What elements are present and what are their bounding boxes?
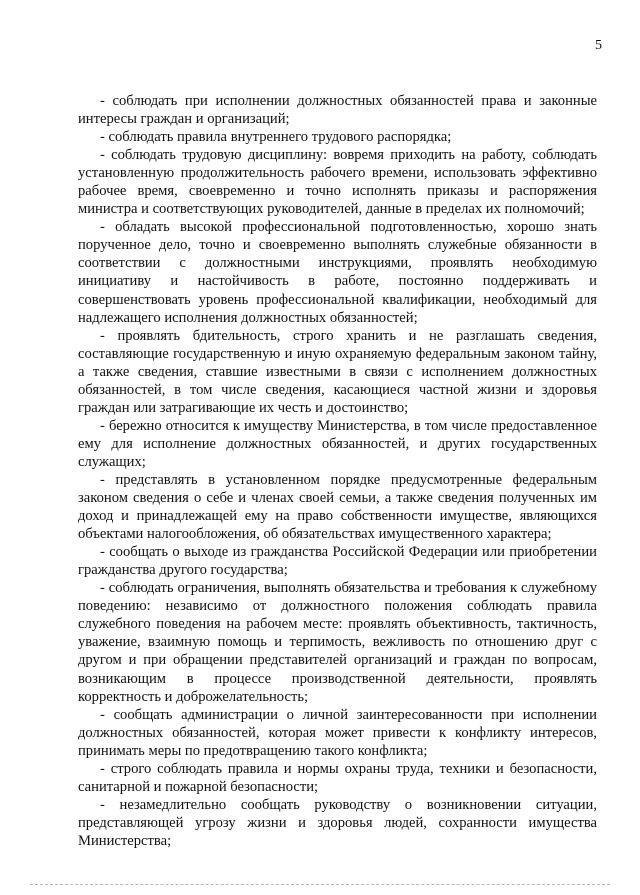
- duty-paragraph: - соблюдать при исполнении должностных обязанностей права и законные интересы граждан и организаций;: [78, 93, 597, 128]
- duty-paragraph: - незамедлительно сообщать руководству о возникновении ситуации, представляющей угрозу жизни и здоровья людей, сохранности имущества Министерства;: [78, 796, 597, 849]
- duty-paragraph: - представлять в установленном порядке предусмотренные федеральным законом сведения о себе и членах своей семьи, а также сведения полученных им доход и принадлежащей ему на право собственности имуществе, являющихся объектами налогообложения, об обязательствах имущественного характера;: [78, 471, 597, 543]
- scan-edge-line: [30, 884, 610, 885]
- page-number: 5: [595, 38, 602, 53]
- duty-paragraph: - сообщать администрации о личной заинтересованности при исполнении должностных обязанностей, которая может привести к конфликту интересов, принимать меры по предотвращению такого конфликта;: [78, 706, 597, 759]
- duty-paragraph: - соблюдать ограничения, выполнять обязательства и требования к служебному поведению: независимо от должностного положения соблюдать правила служебного поведения на рабочем месте: проявлять объективность, тактичность, уважение, взаимную помощь и терпимость, вежливость по отношению друг с другом и при обращении представителей организаций и граждан по вопросам, возникающим в процессе производственной деятельности, проявлять корректность и доброжелательность;: [78, 580, 597, 705]
- duty-paragraph: - обладать высокой профессиональной подготовленностью, хорошо знать порученное дело, точно и своевременно выполнять служебные обязанности в соответствии с должностными инструкциями, проявлять необходимую инициативу и настойчивость в работе, постоянно поддерживать и совершенствовать уровень профессиональной квалификации, необходимый для надлежащего исполнения должностных обязанностей;: [78, 219, 597, 326]
- duty-paragraph: - соблюдать трудовую дисциплину: вовремя приходить на работу, соблюдать установленную продолжительность рабочего времени, использовать эффективно рабочее время, своевременно и точно исполнять приказы и распоряжения министра и соответствующих руководителей, данные в пределах их полномочий;: [78, 147, 597, 218]
- duty-paragraph: - сообщать о выходе из гражданства Российской Федерации или приобретении гражданства другого государства;: [78, 544, 597, 579]
- duty-paragraph: - соблюдать правила внутреннего трудового распорядка;: [100, 129, 452, 146]
- document-body: [78, 92, 597, 850]
- duty-paragraph: - проявлять бдительность, строго хранить и не разглашать сведения, составляющие государственную и иную охраняемую федеральным законом тайну, а также сведения, ставшие известными в связи с исполнением должностных обязанностей, в том числе сведения, касающиеся частной жизни и здоровья граждан или затрагивающие их честь и достоинство;: [78, 327, 597, 416]
- duty-paragraph: - бережно относится к имуществу Министерства, в том числе предоставленное ему для исполнение должностных обязанностей, и других государственных служащих;: [78, 417, 597, 470]
- duty-paragraph: - строго соблюдать правила и нормы охраны труда, техники и безопасности, санитарной и пожарной безопасности;: [78, 760, 597, 795]
